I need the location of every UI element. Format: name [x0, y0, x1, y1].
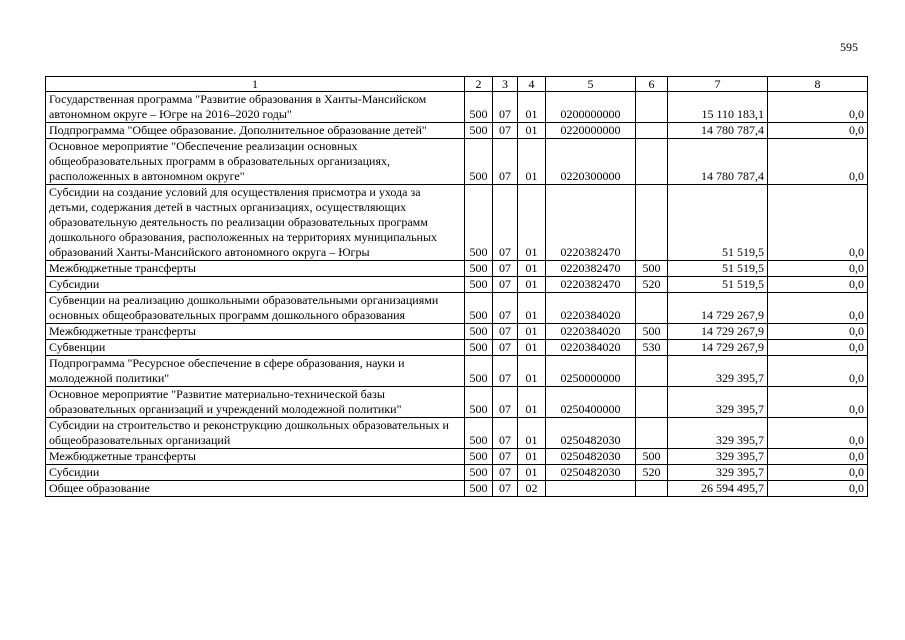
section-cell: 07 [493, 139, 518, 185]
header-cell: 1 [46, 77, 465, 92]
section-cell: 07 [493, 324, 518, 340]
table-row [46, 293, 868, 324]
admin-code-cell: 500 [465, 185, 493, 261]
row-name-cell: Основное мероприятие "Развитие материально-технической базы образовательных организаций и учреждений молодежной политики" [46, 387, 465, 418]
subsection-cell: 01 [518, 261, 546, 277]
section-cell: 07 [493, 340, 518, 356]
admin-code-cell: 500 [465, 139, 493, 185]
amount-second-cell: 0,0 [768, 123, 868, 139]
table-row [46, 277, 868, 293]
target-article-cell: 0220300000 [546, 139, 636, 185]
admin-code-cell: 500 [465, 418, 493, 449]
table-row [46, 481, 868, 497]
expense-type-cell [636, 185, 668, 261]
header-cell: 3 [493, 77, 518, 92]
amount-cell: 51 519,5 [668, 261, 768, 277]
row-name-cell: Общее образование [46, 481, 465, 497]
expense-type-cell [636, 92, 668, 123]
amount-second-cell: 0,0 [768, 418, 868, 449]
amount-cell: 329 395,7 [668, 418, 768, 449]
table-row [46, 324, 868, 340]
subsection-cell: 01 [518, 449, 546, 465]
row-name-cell: Субсидии на создание условий для осуществления присмотра и ухода за детьми, содержания детей в частных организациях, осуществляющих образовательную деятельность по реализации образовательных программ дошкольного образования, расположенных на территориях муниципальных образований Ханты-Мансийского автономного округа – Югры [46, 185, 465, 261]
admin-code-cell: 500 [465, 277, 493, 293]
amount-second-cell: 0,0 [768, 139, 868, 185]
header-cell: 4 [518, 77, 546, 92]
amount-cell: 14 780 787,4 [668, 139, 768, 185]
amount-second-cell: 0,0 [768, 92, 868, 123]
section-cell: 07 [493, 261, 518, 277]
subsection-cell: 01 [518, 465, 546, 481]
section-cell: 07 [493, 481, 518, 497]
section-cell: 07 [493, 185, 518, 261]
subsection-cell: 01 [518, 92, 546, 123]
table-row [46, 356, 868, 387]
row-name-cell: Межбюджетные трансферты [46, 449, 465, 465]
expense-type-cell: 500 [636, 324, 668, 340]
admin-code-cell: 500 [465, 449, 493, 465]
admin-code-cell: 500 [465, 387, 493, 418]
admin-code-cell: 500 [465, 293, 493, 324]
admin-code-cell: 500 [465, 465, 493, 481]
target-article-cell: 0200000000 [546, 92, 636, 123]
expense-type-cell: 500 [636, 261, 668, 277]
table-row [46, 465, 868, 481]
admin-code-cell: 500 [465, 481, 493, 497]
amount-second-cell: 0,0 [768, 465, 868, 481]
amount-second-cell: 0,0 [768, 340, 868, 356]
expense-type-cell [636, 356, 668, 387]
header-cell: 6 [636, 77, 668, 92]
section-cell: 07 [493, 277, 518, 293]
subsection-cell: 01 [518, 418, 546, 449]
subsection-cell: 01 [518, 387, 546, 418]
amount-cell: 14 780 787,4 [668, 123, 768, 139]
subsection-cell: 01 [518, 356, 546, 387]
row-name-cell: Межбюджетные трансферты [46, 324, 465, 340]
amount-second-cell: 0,0 [768, 449, 868, 465]
section-cell: 07 [493, 92, 518, 123]
expense-type-cell: 500 [636, 449, 668, 465]
expense-type-cell: 530 [636, 340, 668, 356]
row-name-cell: Основное мероприятие "Обеспечение реализации основных общеобразовательных программ в образовательных организациях, расположенных в автономном округе" [46, 139, 465, 185]
expense-type-cell [636, 481, 668, 497]
table-row [46, 185, 868, 261]
expense-type-cell: 520 [636, 465, 668, 481]
amount-cell: 51 519,5 [668, 277, 768, 293]
amount-second-cell: 0,0 [768, 356, 868, 387]
subsection-cell: 01 [518, 123, 546, 139]
expense-type-cell: 520 [636, 277, 668, 293]
amount-cell: 329 395,7 [668, 356, 768, 387]
target-article-cell: 0250400000 [546, 387, 636, 418]
target-article-cell: 0220384020 [546, 293, 636, 324]
amount-second-cell: 0,0 [768, 185, 868, 261]
header-cell: 2 [465, 77, 493, 92]
amount-cell: 329 395,7 [668, 449, 768, 465]
amount-cell: 15 110 183,1 [668, 92, 768, 123]
admin-code-cell: 500 [465, 92, 493, 123]
amount-second-cell: 0,0 [768, 324, 868, 340]
amount-cell: 51 519,5 [668, 185, 768, 261]
section-cell: 07 [493, 387, 518, 418]
amount-second-cell: 0,0 [768, 481, 868, 497]
expense-type-cell [636, 293, 668, 324]
subsection-cell: 01 [518, 185, 546, 261]
amount-cell: 14 729 267,9 [668, 324, 768, 340]
target-article-cell [546, 481, 636, 497]
expense-type-cell [636, 387, 668, 418]
header-cell: 7 [668, 77, 768, 92]
table-row [46, 387, 868, 418]
amount-cell: 329 395,7 [668, 465, 768, 481]
section-cell: 07 [493, 465, 518, 481]
target-article-cell: 0220000000 [546, 123, 636, 139]
row-name-cell: Государственная программа "Развитие образования в Ханты-Мансийском автономном округе – Югре на 2016–2020 годы" [46, 92, 465, 123]
header-cell: 8 [768, 77, 868, 92]
target-article-cell: 0220384020 [546, 324, 636, 340]
amount-cell: 14 729 267,9 [668, 293, 768, 324]
row-name-cell: Подпрограмма "Общее образование. Дополнительное образование детей" [46, 123, 465, 139]
section-cell: 07 [493, 356, 518, 387]
admin-code-cell: 500 [465, 123, 493, 139]
target-article-cell: 0250482030 [546, 418, 636, 449]
amount-second-cell: 0,0 [768, 277, 868, 293]
amount-second-cell: 0,0 [768, 293, 868, 324]
row-name-cell: Субвенции [46, 340, 465, 356]
target-article-cell: 0250000000 [546, 356, 636, 387]
table-row [46, 139, 868, 185]
page-number: 595 [840, 40, 858, 54]
section-cell: 07 [493, 449, 518, 465]
target-article-cell: 0250482030 [546, 449, 636, 465]
target-article-cell: 0250482030 [546, 465, 636, 481]
subsection-cell: 01 [518, 340, 546, 356]
row-name-cell: Межбюджетные трансферты [46, 261, 465, 277]
table-row [46, 340, 868, 356]
section-cell: 07 [493, 418, 518, 449]
target-article-cell: 0220382470 [546, 185, 636, 261]
row-name-cell: Субсидии [46, 465, 465, 481]
table-row [46, 261, 868, 277]
subsection-cell: 01 [518, 324, 546, 340]
header-cell: 5 [546, 77, 636, 92]
amount-cell: 329 395,7 [668, 387, 768, 418]
section-cell: 07 [493, 293, 518, 324]
expense-type-cell [636, 418, 668, 449]
row-name-cell: Подпрограмма "Ресурсное обеспечение в сфере образования, науки и молодежной политики" [46, 356, 465, 387]
admin-code-cell: 500 [465, 340, 493, 356]
table-row [46, 449, 868, 465]
target-article-cell: 0220382470 [546, 261, 636, 277]
expense-type-cell [636, 123, 668, 139]
table-row [46, 418, 868, 449]
expense-type-cell [636, 139, 668, 185]
amount-cell: 26 594 495,7 [668, 481, 768, 497]
subsection-cell: 01 [518, 277, 546, 293]
admin-code-cell: 500 [465, 324, 493, 340]
subsection-cell: 01 [518, 139, 546, 185]
table-header-row [46, 77, 868, 92]
table-row [46, 123, 868, 139]
row-name-cell: Субвенции на реализацию дошкольными образовательными организациями основных общеобразовательных программ дошкольного образования [46, 293, 465, 324]
budget-table [45, 76, 868, 497]
admin-code-cell: 500 [465, 356, 493, 387]
amount-second-cell: 0,0 [768, 261, 868, 277]
amount-cell: 14 729 267,9 [668, 340, 768, 356]
row-name-cell: Субсидии на строительство и реконструкцию дошкольных образовательных и общеобразовательных организаций [46, 418, 465, 449]
section-cell: 07 [493, 123, 518, 139]
target-article-cell: 0220382470 [546, 277, 636, 293]
amount-second-cell: 0,0 [768, 387, 868, 418]
subsection-cell: 02 [518, 481, 546, 497]
target-article-cell: 0220384020 [546, 340, 636, 356]
admin-code-cell: 500 [465, 261, 493, 277]
subsection-cell: 01 [518, 293, 546, 324]
row-name-cell: Субсидии [46, 277, 465, 293]
table-row [46, 92, 868, 123]
